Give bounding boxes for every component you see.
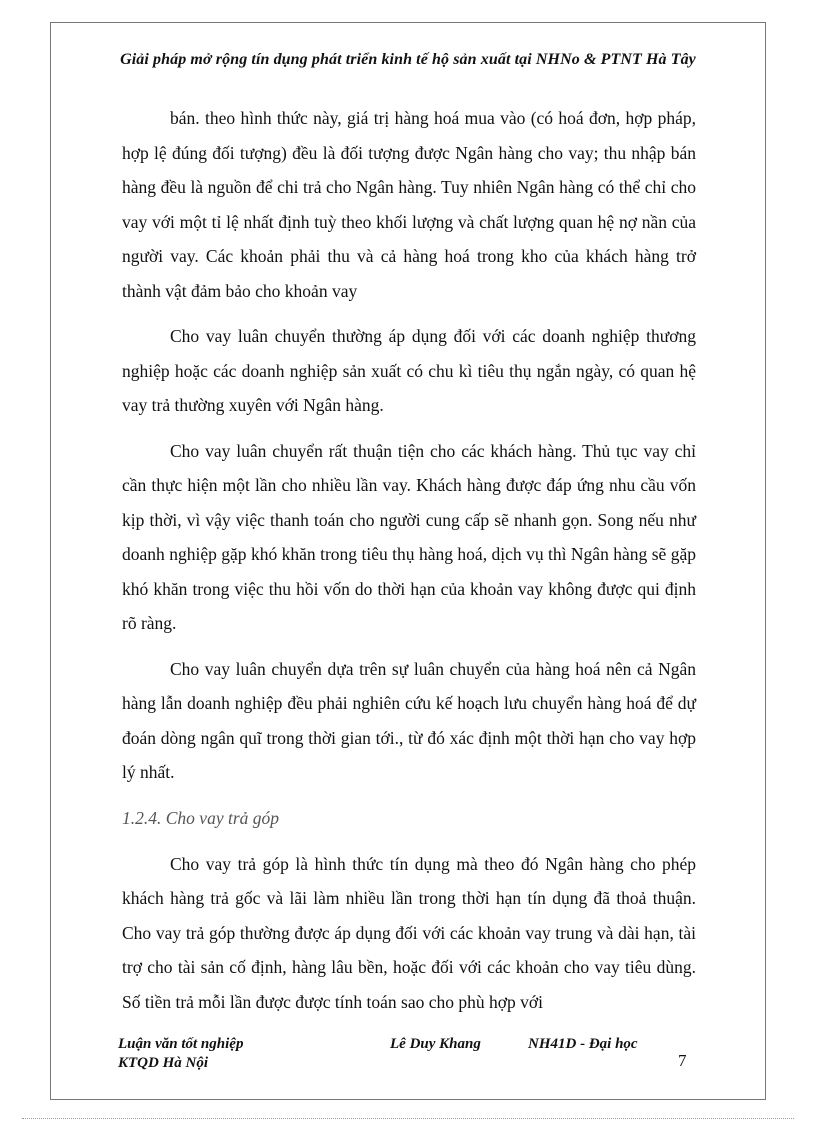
- page-number: 7: [678, 1051, 687, 1070]
- running-header: Giải pháp mở rộng tín dụng phát triển kinh tế hộ sản xuất tại NHNo & PTNT Hà Tây: [120, 51, 696, 68]
- footer-thesis-label: Luận văn tốt nghiệp: [118, 1036, 244, 1052]
- section-heading: 1.2.4. Cho vay trả góp: [122, 807, 280, 828]
- page-footer: [118, 1035, 698, 1080]
- paragraph: Cho vay luân chuyển thường áp dụng đối với các doanh nghiệp thương nghiệp hoặc các doanh nghiệp sản xuất có chu kì tiêu thụ ngắn ngày, có quan hệ vay trả thường xuyên với Ngân hàng.: [122, 326, 696, 415]
- footer-class-label: NH41D - Đại học: [528, 1036, 638, 1052]
- paragraph: Cho vay trả góp là hình thức tín dụng mà theo đó Ngân hàng cho phép khách hàng trả gốc và lãi làm nhiều lần trong thời hạn tín dụng đã thoả thuận. Cho vay trả góp thường được áp dụng đối với các khoản vay trung và dài hạn, tài trợ cho tài sản cố định, hàng lâu bền, hoặc đối với các khoản cho vay tiêu dùng. Số tiền trả mỗi lần được được tính toán sao cho phù hợp với: [122, 853, 696, 1012]
- footer-author-name: Lê Duy Khang: [390, 1036, 481, 1052]
- document-body: [122, 101, 696, 1030]
- paragraph: Cho vay luân chuyển dựa trên sự luân chuyển của hàng hoá nên cả Ngân hàng lẫn doanh nghiệp đều phải nghiên cứu kế hoạch lưu chuyển hàng hoá để dự đoán dòng ngân quĩ trong thời gian tới., từ đó xác định một thời hạn cho vay hợp lý nhất.: [122, 658, 696, 782]
- page-bottom-divider: [22, 1118, 794, 1119]
- paragraph: Cho vay luân chuyển rất thuận tiện cho các khách hàng. Thủ tục vay chỉ cần thực hiện một lần cho nhiều lần vay. Khách hàng được đáp ứng nhu cầu vốn kịp thời, vì vậy việc thanh toán cho người cung cấp sẽ nhanh gọn. Song nếu như doanh nghiệp gặp khó khăn trong tiêu thụ hàng hoá, dịch vụ thì Ngân hàng sẽ gặp khó khăn trong việc thu hồi vốn do thời hạn của khoản vay không được qui định rõ ràng.: [122, 440, 696, 633]
- footer-school-label: KTQD Hà Nội: [118, 1055, 208, 1071]
- paragraph: bán. theo hình thức này, giá trị hàng hoá mua vào (có hoá đơn, hợp pháp, hợp lệ đúng đối tượng) đều là đối tượng được Ngân hàng cho vay; thu nhập bán hàng đều là nguồn để chi trả cho Ngân hàng. Tuy nhiên Ngân hàng có thể chỉ cho vay với một tỉ lệ nhất định tuỳ theo khối lượng và chất lượng quan hệ nợ nần của người vay. Các khoản phải thu và cả hàng hoá trong kho của khách hàng trở thành vật đảm bảo cho khoản vay: [122, 108, 696, 301]
